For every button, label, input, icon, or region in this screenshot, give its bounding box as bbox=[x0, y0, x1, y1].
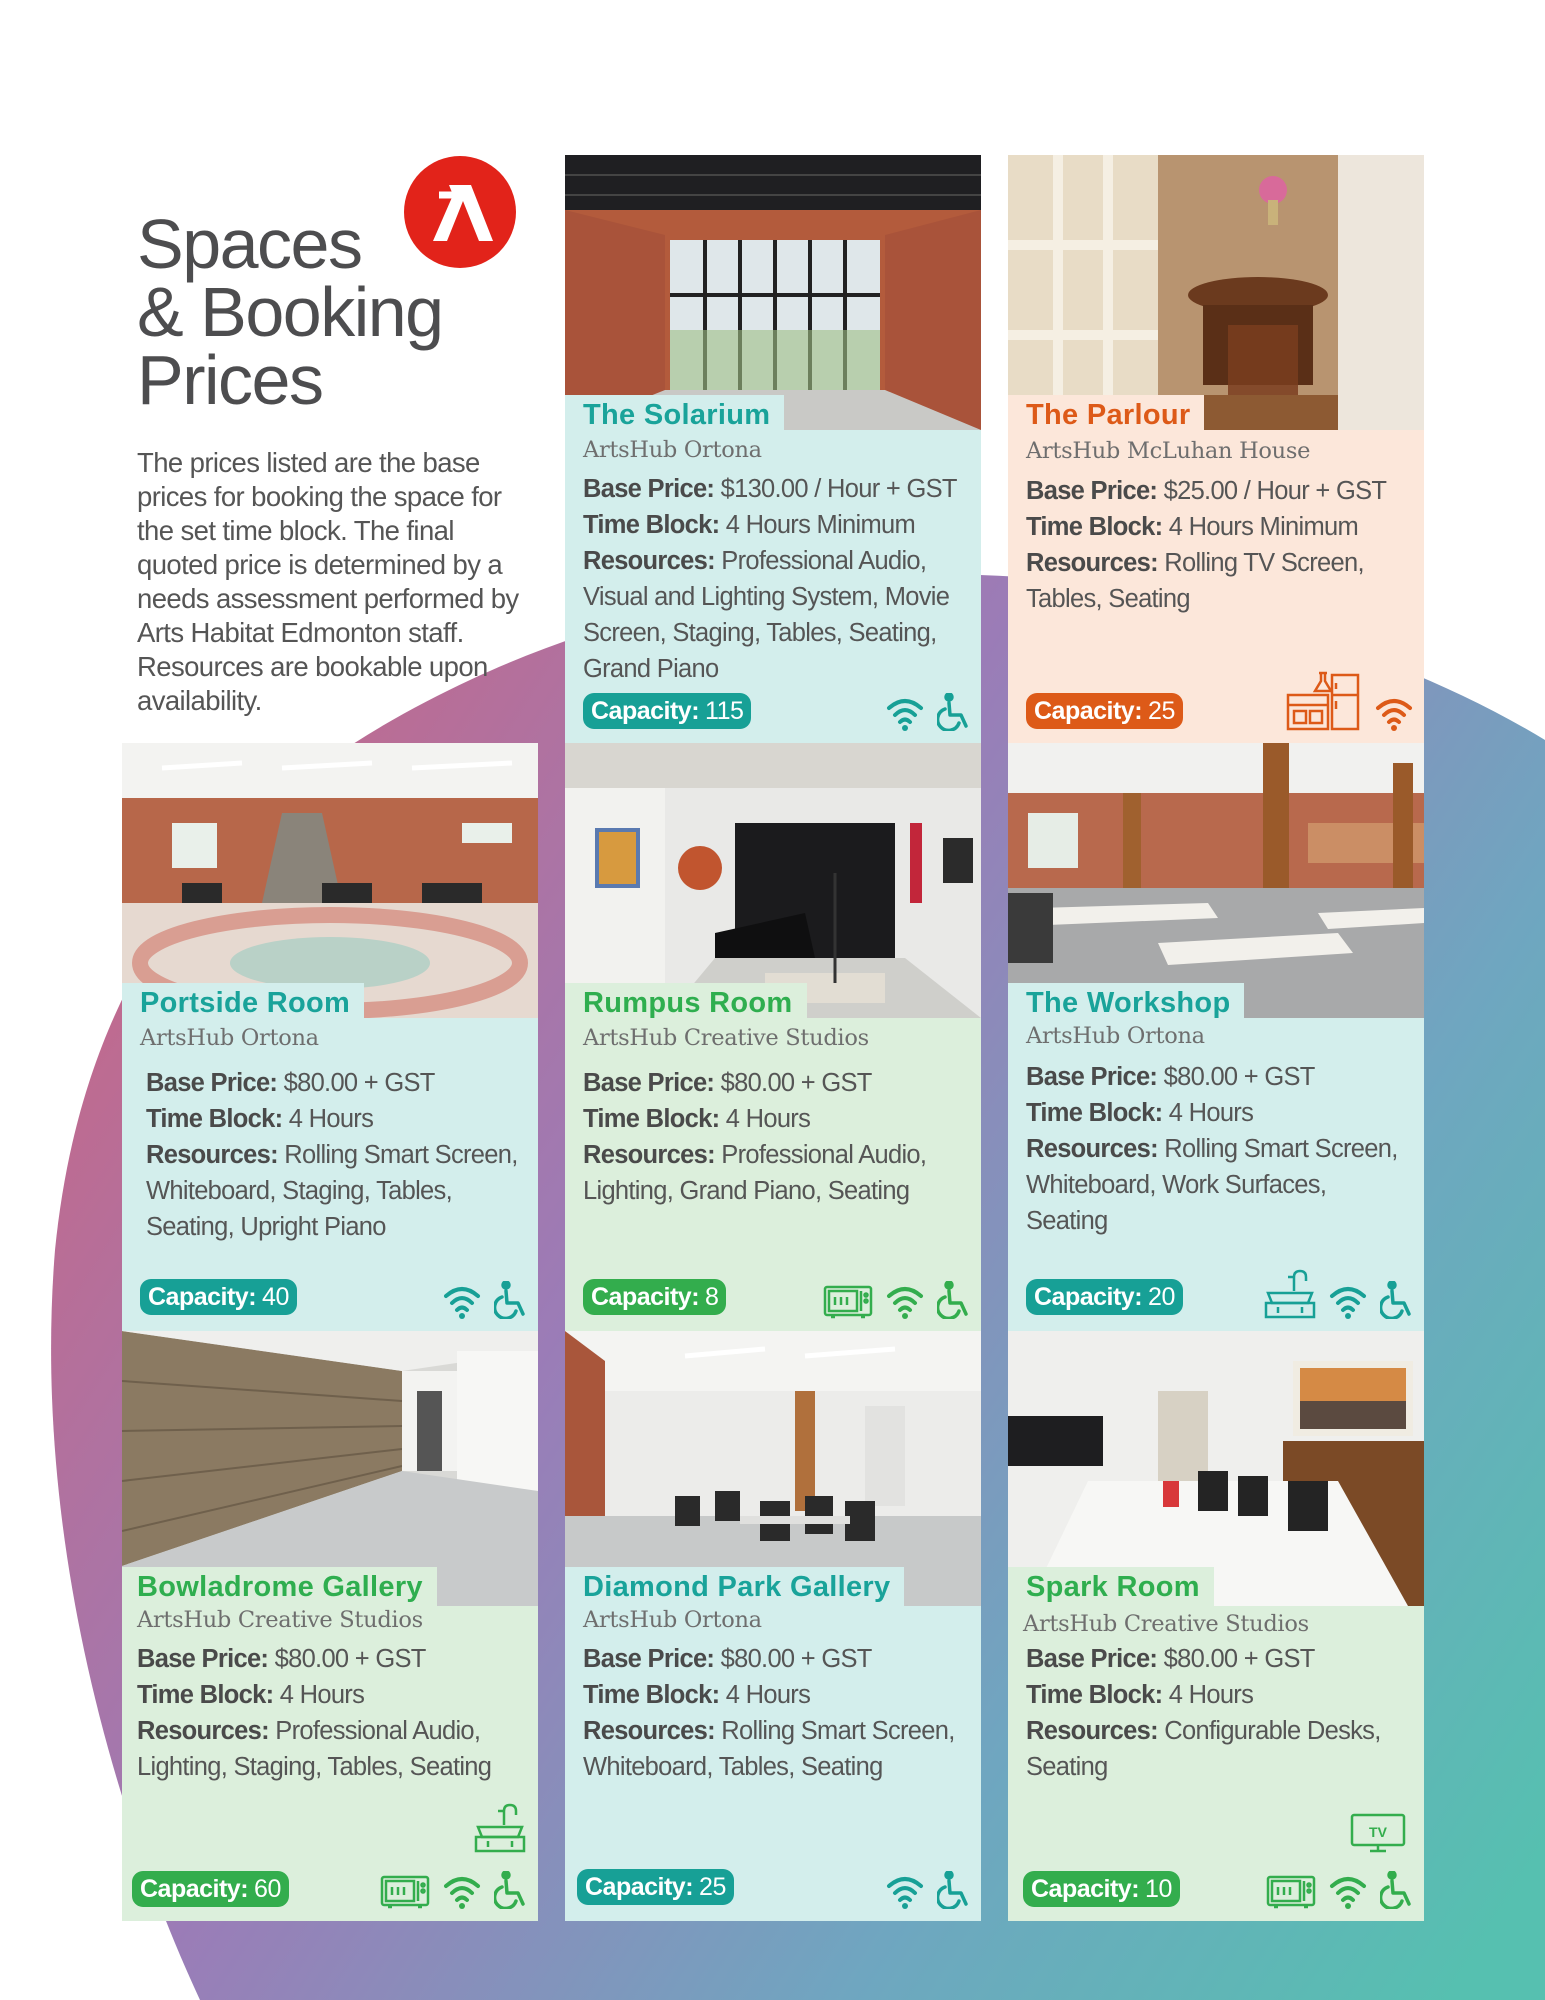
tv-icon-label: TV bbox=[1369, 1824, 1387, 1840]
space-card-portside-room bbox=[122, 743, 538, 1331]
space-card-rumpus-room bbox=[565, 743, 981, 1331]
space-card-solarium bbox=[565, 155, 981, 743]
base-price-row: Base Price: $130.00 / Hour + GST bbox=[583, 475, 957, 503]
sink-icon bbox=[1264, 1269, 1316, 1319]
base-price-row: Base Price: $80.00 + GST bbox=[146, 1069, 435, 1097]
space-photo bbox=[122, 743, 538, 1018]
accessible-icon bbox=[937, 693, 971, 731]
amenity-icons bbox=[1286, 669, 1414, 731]
capacity-badge: Capacity: 40 bbox=[140, 1279, 297, 1315]
space-card-workshop bbox=[1008, 743, 1424, 1331]
microwave-icon bbox=[380, 1873, 430, 1909]
capacity-badge: Capacity: 10 bbox=[1023, 1871, 1180, 1907]
space-name: The Solarium bbox=[565, 395, 784, 434]
time-block-row: Time Block: 4 Hours bbox=[137, 1681, 365, 1709]
amenity-icons bbox=[380, 1871, 528, 1909]
capacity-badge: Capacity: 8 bbox=[583, 1279, 726, 1315]
amenity-icons bbox=[885, 693, 971, 731]
sink-icon bbox=[474, 1803, 526, 1853]
accessible-icon bbox=[494, 1871, 528, 1909]
space-info bbox=[583, 1065, 971, 1209]
space-info bbox=[1026, 1059, 1414, 1239]
capacity-badge: Capacity: 115 bbox=[583, 693, 751, 729]
base-price-row: Base Price: $80.00 + GST bbox=[1026, 1063, 1315, 1091]
resources-row: Resources: Professional Audio, Lighting, Grand Piano, Seating bbox=[583, 1141, 927, 1205]
resources-row: Resources: Professional Audio, Visual and Lighting System, Movie Screen, Staging, Tables, Seating, Grand Piano bbox=[583, 547, 950, 683]
amenity-icons bbox=[442, 1281, 528, 1319]
page-title: Spaces & Booking Prices bbox=[137, 205, 443, 419]
space-card-diamond-park-gallery bbox=[565, 1331, 981, 1921]
resources-row: Resources: Rolling Smart Screen, Whiteboard, Tables, Seating bbox=[583, 1717, 955, 1781]
space-info bbox=[1026, 1641, 1414, 1785]
space-photo bbox=[565, 743, 981, 1018]
kitchen-icon bbox=[1286, 669, 1362, 731]
wifi-icon bbox=[885, 1283, 925, 1319]
space-venue: ArtsHub Ortona bbox=[1026, 1023, 1205, 1049]
capacity-badge: Capacity: 60 bbox=[132, 1871, 289, 1907]
wifi-icon bbox=[1328, 1283, 1368, 1319]
space-venue: ArtsHub Ortona bbox=[583, 1607, 762, 1633]
space-photo bbox=[565, 155, 981, 430]
accessible-icon bbox=[1380, 1871, 1414, 1909]
space-info bbox=[137, 1641, 528, 1785]
time-block-row: Time Block: 4 Hours bbox=[583, 1681, 811, 1709]
space-photo bbox=[122, 1331, 538, 1606]
space-info bbox=[583, 471, 971, 687]
microwave-icon bbox=[823, 1283, 873, 1319]
time-block-row: Time Block: 4 Hours bbox=[1026, 1099, 1254, 1127]
accessible-icon bbox=[494, 1281, 528, 1319]
base-price-row: Base Price: $80.00 + GST bbox=[583, 1645, 872, 1673]
resources-row: Resources: Configurable Desks, Seating bbox=[1026, 1717, 1381, 1781]
time-block-row: Time Block: 4 Hours bbox=[1026, 1681, 1254, 1709]
resources-row: Resources: Professional Audio, Lighting, Staging, Tables, Seating bbox=[137, 1717, 492, 1781]
space-photo bbox=[1008, 1331, 1424, 1606]
amenity-icons bbox=[823, 1281, 971, 1319]
time-block-row: Time Block: 4 Hours bbox=[146, 1105, 374, 1133]
space-card-bowladrome-gallery bbox=[122, 1331, 538, 1921]
wifi-icon bbox=[442, 1283, 482, 1319]
space-venue: ArtsHub McLuhan House bbox=[1026, 438, 1311, 464]
tv-icon bbox=[1350, 1813, 1406, 1853]
space-info bbox=[146, 1065, 528, 1245]
resources-row: Resources: Rolling Smart Screen, Whiteboard, Staging, Tables, Seating, Upright Piano bbox=[146, 1141, 518, 1241]
space-venue: ArtsHub Creative Studios bbox=[137, 1607, 423, 1633]
capacity-badge: Capacity: 20 bbox=[1026, 1279, 1183, 1315]
space-venue: ArtsHub Creative Studios bbox=[583, 1025, 869, 1051]
space-venue: ArtsHub Ortona bbox=[140, 1025, 319, 1051]
space-photo bbox=[1008, 155, 1424, 430]
resources-row: Resources: Rolling Smart Screen, Whiteboard, Work Surfaces, Seating bbox=[1026, 1135, 1398, 1235]
space-card-spark-room bbox=[1008, 1331, 1424, 1921]
space-info bbox=[583, 1641, 971, 1785]
space-name: Bowladrome Gallery bbox=[122, 1567, 437, 1606]
wifi-icon bbox=[885, 695, 925, 731]
time-block-row: Time Block: 4 Hours Minimum bbox=[1026, 513, 1359, 541]
space-name: The Parlour bbox=[1008, 395, 1204, 434]
wifi-icon bbox=[1328, 1873, 1368, 1909]
wifi-icon bbox=[1374, 695, 1414, 731]
space-name: Diamond Park Gallery bbox=[565, 1567, 904, 1606]
capacity-badge: Capacity: 25 bbox=[577, 1869, 734, 1905]
accessible-icon bbox=[937, 1281, 971, 1319]
amenity-icons bbox=[1266, 1871, 1414, 1909]
space-photo bbox=[1008, 743, 1424, 1018]
wifi-icon bbox=[885, 1873, 925, 1909]
space-name: Spark Room bbox=[1008, 1567, 1214, 1606]
resources-row: Resources: Rolling TV Screen, Tables, Seating bbox=[1026, 549, 1364, 613]
amenity-icons bbox=[885, 1871, 971, 1909]
base-price-row: Base Price: $80.00 + GST bbox=[1026, 1645, 1315, 1673]
base-price-row: Base Price: $80.00 + GST bbox=[583, 1069, 872, 1097]
accessible-icon bbox=[937, 1871, 971, 1909]
amenity-icons bbox=[1264, 1269, 1414, 1319]
space-venue: ArtsHub Ortona bbox=[583, 437, 762, 463]
space-name: The Workshop bbox=[1008, 983, 1244, 1022]
base-price-row: Base Price: $80.00 + GST bbox=[137, 1645, 426, 1673]
capacity-badge: Capacity: 25 bbox=[1026, 693, 1183, 729]
base-price-row: Base Price: $25.00 / Hour + GST bbox=[1026, 477, 1387, 505]
accessible-icon bbox=[1380, 1281, 1414, 1319]
intro-text: The prices listed are the base prices for booking the space for the set time block. The final quoted price is determined by a needs assessment performed by Arts Habitat Edmonton staff. Resources are bookable upon availability. bbox=[137, 447, 519, 716]
space-photo bbox=[565, 1331, 981, 1606]
time-block-row: Time Block: 4 Hours Minimum bbox=[583, 511, 916, 539]
time-block-row: Time Block: 4 Hours bbox=[583, 1105, 811, 1133]
microwave-icon bbox=[1266, 1873, 1316, 1909]
space-card-parlour bbox=[1008, 155, 1424, 743]
space-venue: ArtsHub Creative Studios bbox=[1023, 1611, 1309, 1637]
space-name: Portside Room bbox=[122, 983, 364, 1022]
wifi-icon bbox=[442, 1873, 482, 1909]
space-info bbox=[1026, 473, 1414, 617]
space-name: Rumpus Room bbox=[565, 983, 807, 1022]
